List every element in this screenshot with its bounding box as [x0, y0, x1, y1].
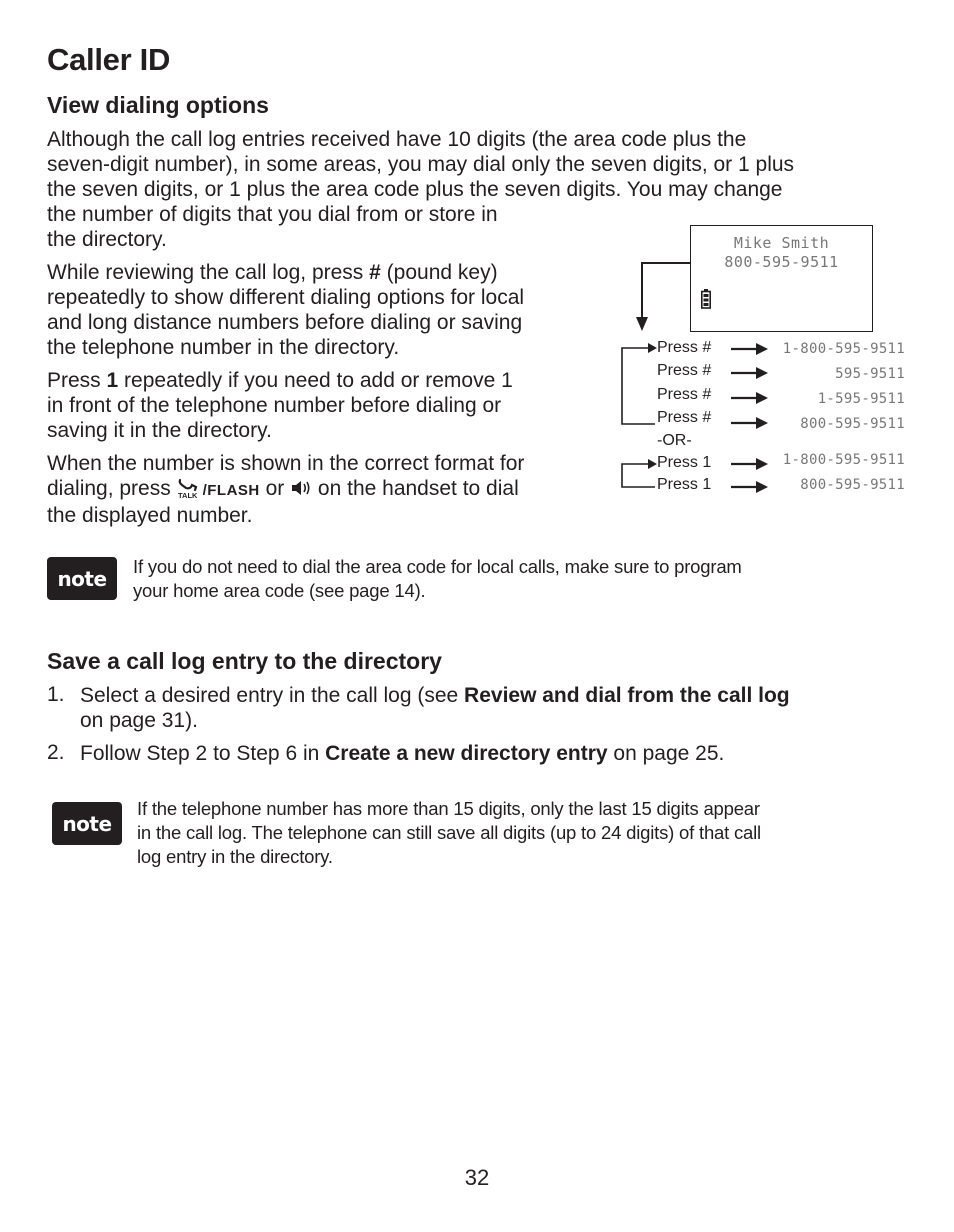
talk-icon: [177, 477, 203, 499]
section-heading-view-dialing-options: View dialing options: [47, 92, 269, 118]
dial-format-result: 800-595-9511: [800, 477, 905, 493]
intro-line: seven-digit number), in some areas, you may dial only the seven digits, or 1 plus: [47, 153, 795, 176]
speaker-icon: [290, 478, 312, 498]
dial-format-result: 1-800-595-9511: [782, 341, 905, 357]
press-one-paragraph: Press 1 repeatedly if you need to add or remove 1 in front of the telephone number before dialing or saving it in the directory.: [47, 369, 513, 442]
one-key-label: 1: [106, 369, 119, 392]
list-item: Select a desired entry in the call log (see Review and dial from the call log on page 31).: [80, 684, 790, 732]
list-item-number: 2.: [47, 741, 65, 764]
talk-label: TALK: [177, 491, 198, 499]
dial-format-result: 1-595-9511: [817, 391, 905, 407]
intro-line: the directory.: [47, 228, 167, 251]
right-arrow-icon: [730, 417, 770, 429]
list-item: Follow Step 2 to Step 6 in Create a new directory entry on page 25.: [80, 742, 725, 765]
press-label: Press #: [657, 362, 712, 379]
screen-caller-name: Mike Smith: [733, 234, 830, 252]
screen-caller-number: 800-595-9511: [724, 253, 839, 271]
list-item-number: 1.: [47, 683, 65, 706]
dial-format-result: 1-800-595-9511: [782, 452, 905, 468]
note-badge: note: [52, 802, 122, 845]
directory-reference: Create a new directory entry: [325, 742, 608, 765]
press-label: Press #: [657, 386, 712, 403]
pound-key-label: #: [369, 261, 381, 284]
handset-screen: [690, 225, 873, 332]
press-label: Press 1: [657, 454, 712, 471]
right-arrow-icon: [730, 367, 770, 379]
press-label: Press #: [657, 339, 712, 356]
intro-line: the seven digits, or 1 plus the area code plus the seven digits. You may change: [47, 178, 783, 201]
note-badge: note: [47, 557, 117, 600]
note-text-area-code: If you do not need to dial the area code for local calls, make sure to program your home area code (see page 14).: [133, 556, 742, 601]
intro-line: the number of digits that you dial from or store in: [47, 203, 498, 226]
section-heading-save-call-log: Save a call log entry to the directory: [47, 648, 442, 674]
page-title: Caller ID: [47, 42, 171, 77]
dial-paragraph: When the number is shown in the correct format for dialing, press TALK /FLASH or on the handset to dial the displayed number.: [47, 452, 525, 527]
right-arrow-icon: [730, 481, 770, 493]
or-label: -OR-: [657, 432, 692, 449]
press-label: Press 1: [657, 476, 712, 493]
dial-format-result: 595-9511: [835, 366, 905, 382]
flash-label: /FLASH: [202, 482, 260, 499]
page-number: 32: [464, 1165, 490, 1190]
battery-icon: [701, 289, 711, 309]
press-label: Press #: [657, 409, 712, 426]
dial-format-result: 800-595-9511: [800, 416, 905, 432]
right-arrow-icon: [730, 392, 770, 404]
right-arrow-icon: [730, 343, 770, 355]
intro-line: Although the call log entries received have 10 digits (the area code plus the: [47, 128, 747, 151]
right-arrow-icon: [730, 458, 770, 470]
call-log-reference: Review and dial from the call log: [464, 684, 790, 707]
note-text-digits: If the telephone number has more than 15 digits, only the last 15 digits appear in the call log. The telephone can still save all digits (up to 24 digits) of that call log entry in the directory.: [137, 798, 761, 867]
pound-key-paragraph: While reviewing the call log, press # (pound key) repeatedly to show different dialing options for local and long distance numbers before dialing or saving the telephone number in the directory.: [47, 261, 525, 359]
